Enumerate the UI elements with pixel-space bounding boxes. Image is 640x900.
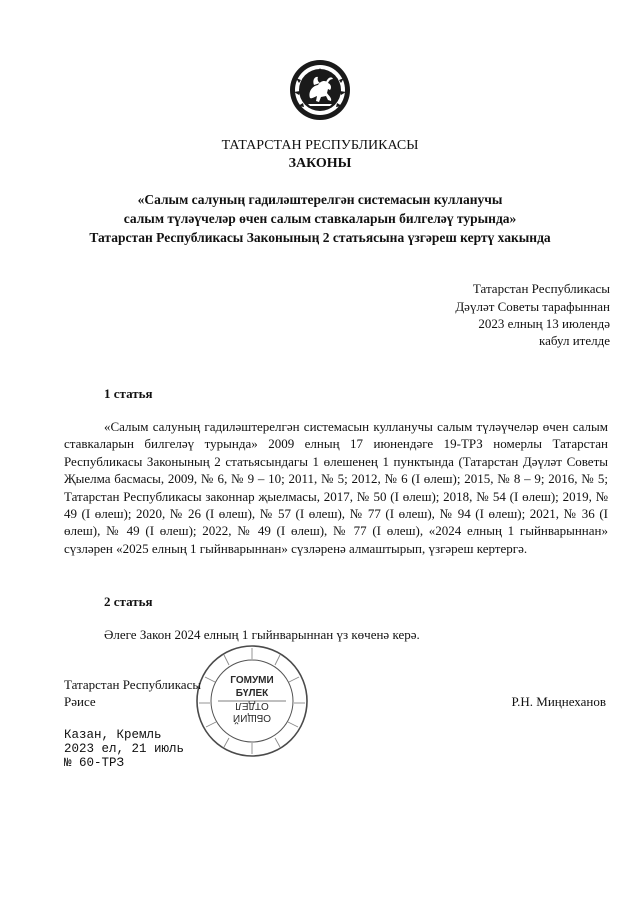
stamp-line-1: ГОМУМИ bbox=[230, 675, 274, 686]
signer-position-line-1: Татарстан Республикасы bbox=[64, 677, 202, 692]
adoption-line-2: Дәүләт Советы тарафыннан bbox=[455, 299, 610, 314]
stamp-line-2: БҮЛЕК bbox=[235, 688, 269, 699]
signer-name: Р.Н. Миңнеханов bbox=[511, 694, 606, 709]
stamp-line-4: ОТДЕЛ bbox=[235, 700, 269, 711]
article-1-text: «Салым салуның гадиләштерелгән системасын кулланучы салым түләүчеләр өчен салым ставкаларын билгеләү турында» 2009 елның 17 июнендәге 19-ТРЗ номерлы Татарстан Республикасы Законының 2 статьясындагы 1 өлешенең 1 пунктында (Татарстан Дәүләт Советы Җыелма басмасы, 2009, № 6, № 9 – 10; 2011, № 5; 2012, № 6 (I өлеш); 2015, № 8 – 9; 2016, № 5; Татарстан Республикасы законнар җыелмасы, 2017, № 50 (I өлеш); 2018, № 54 (I өлеш); 2019, № 49 (I өлеш); 2020, № 26 (I өлеш), № 57 (I өлеш), № 77 (I өлеш), № 94 (I өлеш); 2021, № 36 (I өлеш), № 49 (I өлеш); 2022, № 49 (I өлеш), № 77 (I өлеш), «2024 елның 1 гыйнварыннан» сүзләрен «2025 елның 1 гыйнварыннан» сүзләренә алмаштырып, үзгәреш кертергә. bbox=[64, 419, 608, 556]
law-title-line-3: Татарстан Республикасы Законының 2 статьясына үзгәреш кертү хакында bbox=[89, 230, 551, 245]
signing-date: 2023 ел, 21 июль bbox=[64, 742, 185, 756]
stamp-line-3: ОБЩИЙ bbox=[232, 712, 272, 723]
law-heading: ЗАКОНЫ bbox=[288, 156, 352, 171]
article-1-heading: 1 статья bbox=[104, 386, 153, 401]
article-2-heading: 2 статья bbox=[104, 594, 153, 609]
adoption-line-3: 2023 елның 13 июлендә bbox=[478, 316, 610, 331]
adoption-line-1: Татарстан Республикасы bbox=[472, 281, 610, 296]
law-number: № 60-ТРЗ bbox=[64, 756, 125, 770]
signer-position-line-2: Рәисе bbox=[64, 694, 96, 709]
law-title-line-2: салым түләүчеләр өчен салым ставкаларын билгеләү турында» bbox=[123, 211, 517, 226]
law-title-line-1: «Салым салуның гадиләштерелгән системасын кулланучы bbox=[137, 192, 503, 207]
signing-place: Казан, Кремль bbox=[64, 728, 162, 742]
official-stamp bbox=[194, 643, 310, 759]
adoption-line-4: кабул ителде bbox=[539, 333, 610, 348]
state-name-heading: ТАТАРСТАН РЕСПУБЛИКАСЫ bbox=[221, 138, 419, 153]
coat-of-arms-icon bbox=[288, 58, 352, 122]
article-2-text: Әлеге Закон 2024 елның 1 гыйнварыннан үз көченә керә. bbox=[104, 627, 420, 642]
